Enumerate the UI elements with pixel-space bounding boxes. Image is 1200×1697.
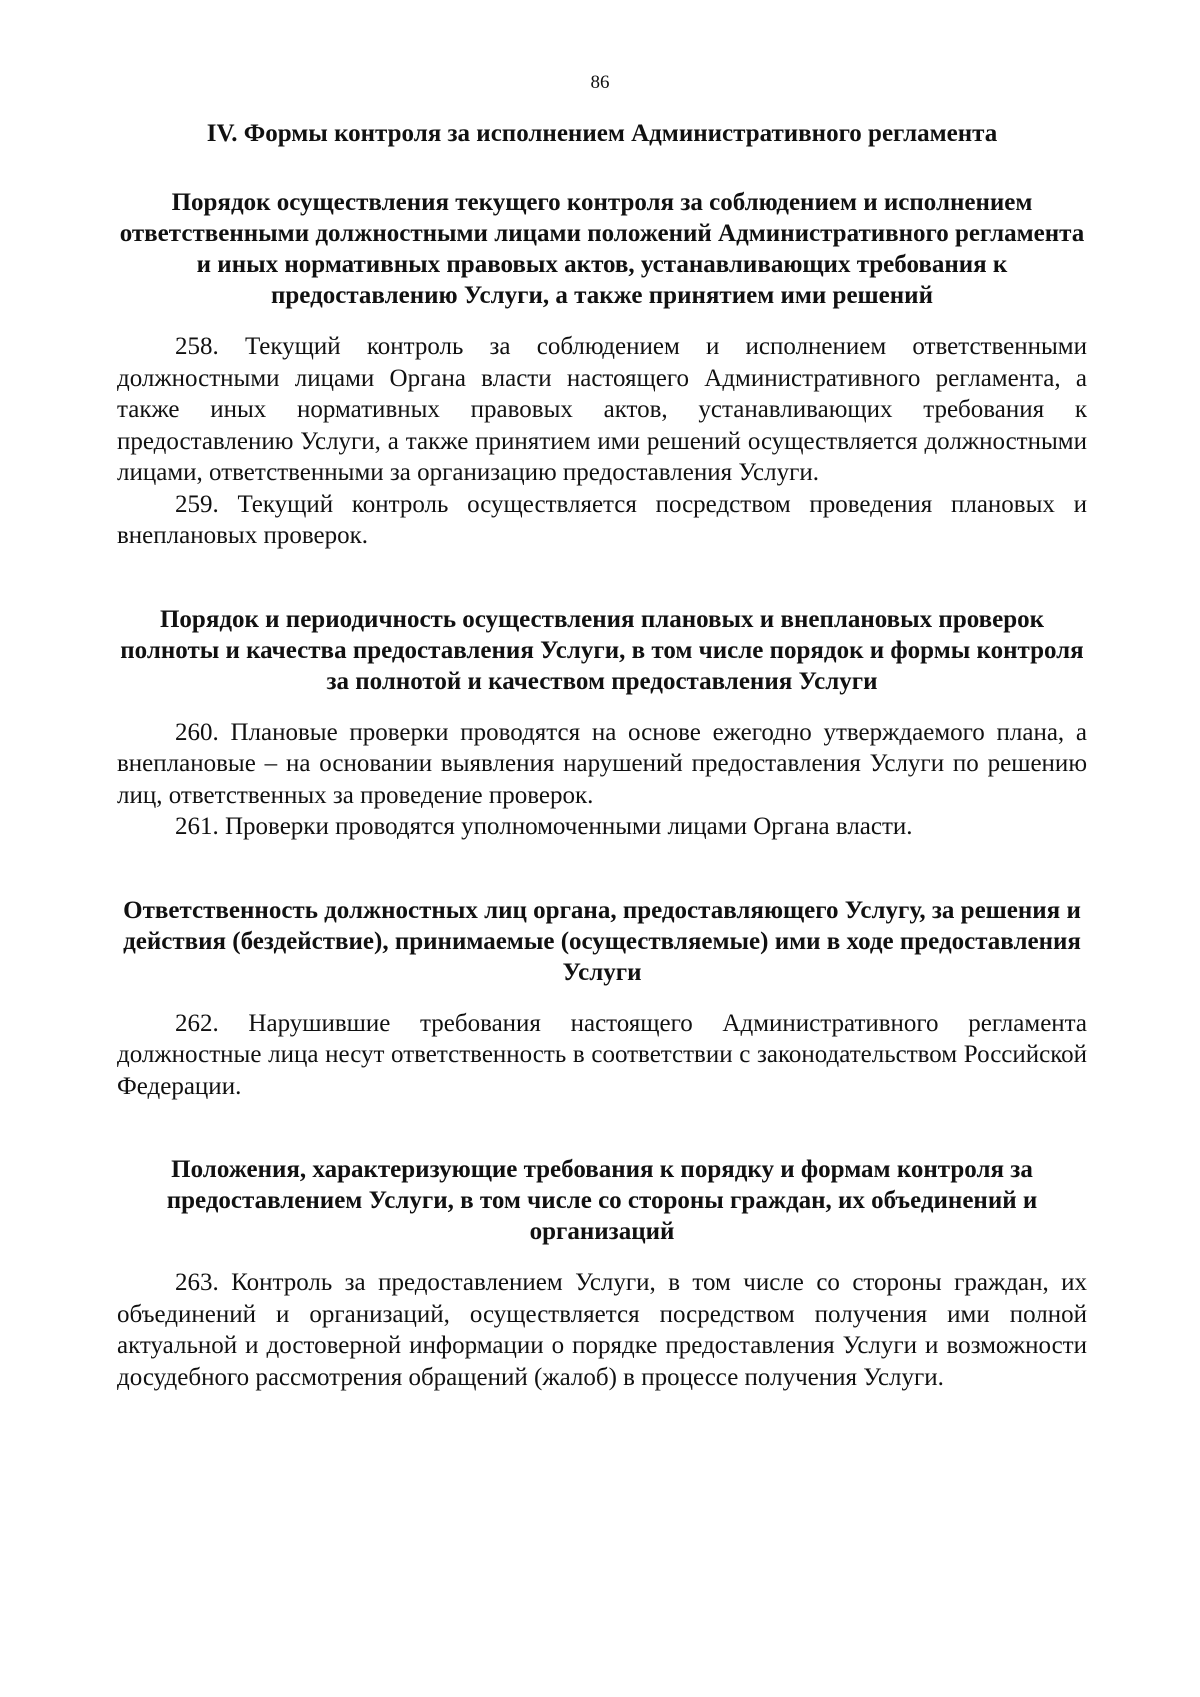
paragraph-263: 263. Контроль за предоставлением Услуги, в том числе со стороны граждан, их объединений и организаций, осуществляется посредством получения ими полной актуальной и достоверной информации о порядке предоставления Услуги и возможности досудебного рассмотрения обращений (жалоб) в процессе получения Услуги. <box>117 1269 1087 1391</box>
section-heading: Порядок осуществления текущего контроля за соблюдением и исполнением ответственными должностными лицами положений Административного регламента и иных нормативных правовых актов, устанавливающих требования к предоставлению Услуги, а также принятием ими решений <box>119 189 1085 309</box>
paragraph-258: 258. Текущий контроль за соблюдением и исполнением ответственными должностными лицами Органа власти настоящего Административного регламента, а также иных нормативных правовых актов, устанавливающих требования к предоставлению Услуги, а также принятием ими решений осуществляется должностными лицами, ответственными за организацию предоставления Услуги. <box>117 333 1087 486</box>
paragraph-261: 261. Проверки проводятся уполномоченными лицами Органа власти. <box>175 813 913 840</box>
document-body <box>117 118 1087 1393</box>
page-number: 86 <box>590 72 610 93</box>
section-heading: Ответственность должностных лиц органа, предоставляющего Услугу, за решения и действия (бездействие), принимаемые (осуществляемые) ими в ходе предоставления Услуги <box>123 896 1081 986</box>
section-heading: Порядок и периодичность осуществления плановых и внеплановых проверок полноты и качества предоставления Услуги, в том числе порядок и формы контроля за полнотой и качеством предоставления Услуги <box>120 605 1084 695</box>
chapter-title: IV. Формы контроля за исполнением Административного регламента <box>206 120 998 147</box>
paragraph-259: 259. Текущий контроль осуществляется посредством проведения плановых и внеплановых проверок. <box>117 490 1087 549</box>
paragraph-262: 262. Нарушившие требования настоящего Административного регламента должностные лица несут ответственность в соответствии с законодательством Российской Федерации. <box>117 1009 1087 1100</box>
section-heading: Положения, характеризующие требования к порядку и формам контроля за предоставлением Услуги, в том числе со стороны граждан, их объединений и организаций <box>166 1156 1038 1245</box>
paragraph-260: 260. Плановые проверки проводятся на основе ежегодно утверждаемого плана, а внеплановые – на основании выявления нарушений предоставления Услуги по решению лиц, ответственных за проведение проверок. <box>117 718 1087 809</box>
